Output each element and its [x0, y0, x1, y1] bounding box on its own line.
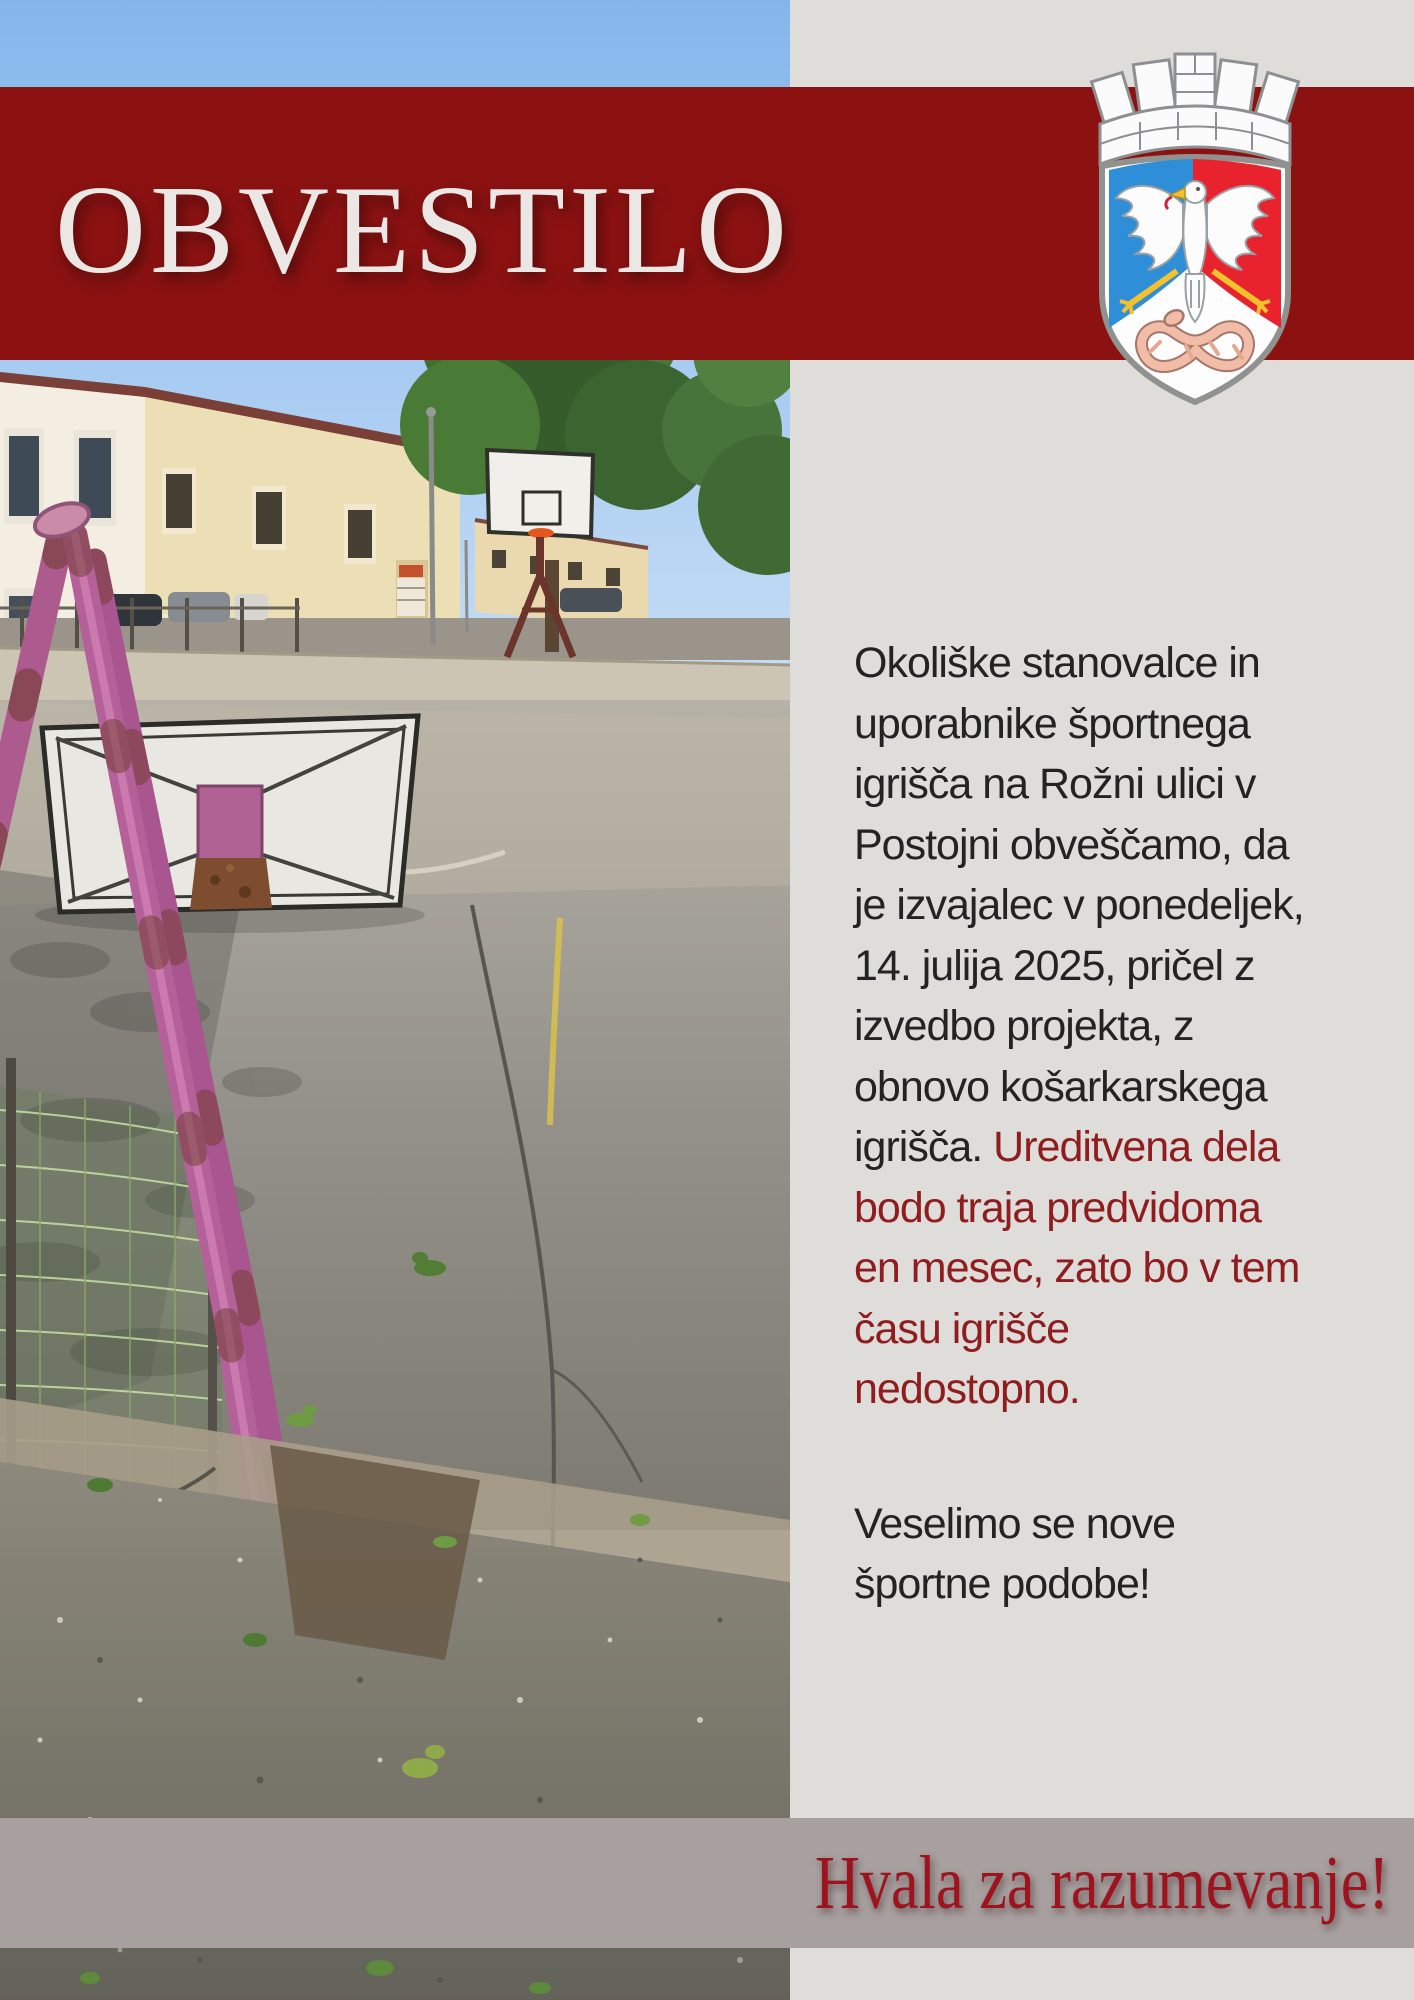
body-line: en mesec, zato bo v tem — [854, 1244, 1300, 1292]
postojna-coat-of-arms — [1082, 46, 1308, 410]
body-line: času igrišče — [854, 1304, 1070, 1353]
closing-line: športne podobe! — [854, 1560, 1150, 1608]
closing-line: Veselimo se nove — [854, 1499, 1176, 1548]
body-line: je izvajalec v ponedeljek, — [854, 881, 1304, 929]
eagle-icon — [1116, 181, 1274, 322]
closing-message — [854, 1494, 1414, 1615]
crown-icon — [1092, 54, 1299, 164]
body-line: uporabnike športnega — [854, 699, 1250, 748]
body-line: obnovo košarkarskega — [854, 1062, 1267, 1111]
body-line: igrišča na Rožni ulici v — [854, 760, 1256, 808]
balcony-flowers — [396, 560, 428, 620]
body-line: izvedbo projekta, z — [854, 1002, 1194, 1050]
page-title: OBVESTILO — [55, 160, 791, 300]
body-line: 14. julija 2025, pričel z — [854, 941, 1255, 990]
body-line: Postojni obveščamo, da — [854, 820, 1289, 869]
footer-band — [0, 1818, 1414, 1948]
coat-of-arms-icon — [1082, 46, 1308, 410]
body-line: Okoliške stanovalce in — [854, 639, 1260, 687]
notice-body — [854, 633, 1414, 1615]
body-line: nedostopno. — [854, 1365, 1080, 1413]
fallen-backboard — [35, 716, 425, 933]
body-line: bodo traja predvidoma — [854, 1183, 1261, 1232]
body-line: igrišča. Ureditvena dela — [854, 1123, 1280, 1171]
footer-message: Hvala za razumevanje! — [814, 1840, 1390, 1925]
